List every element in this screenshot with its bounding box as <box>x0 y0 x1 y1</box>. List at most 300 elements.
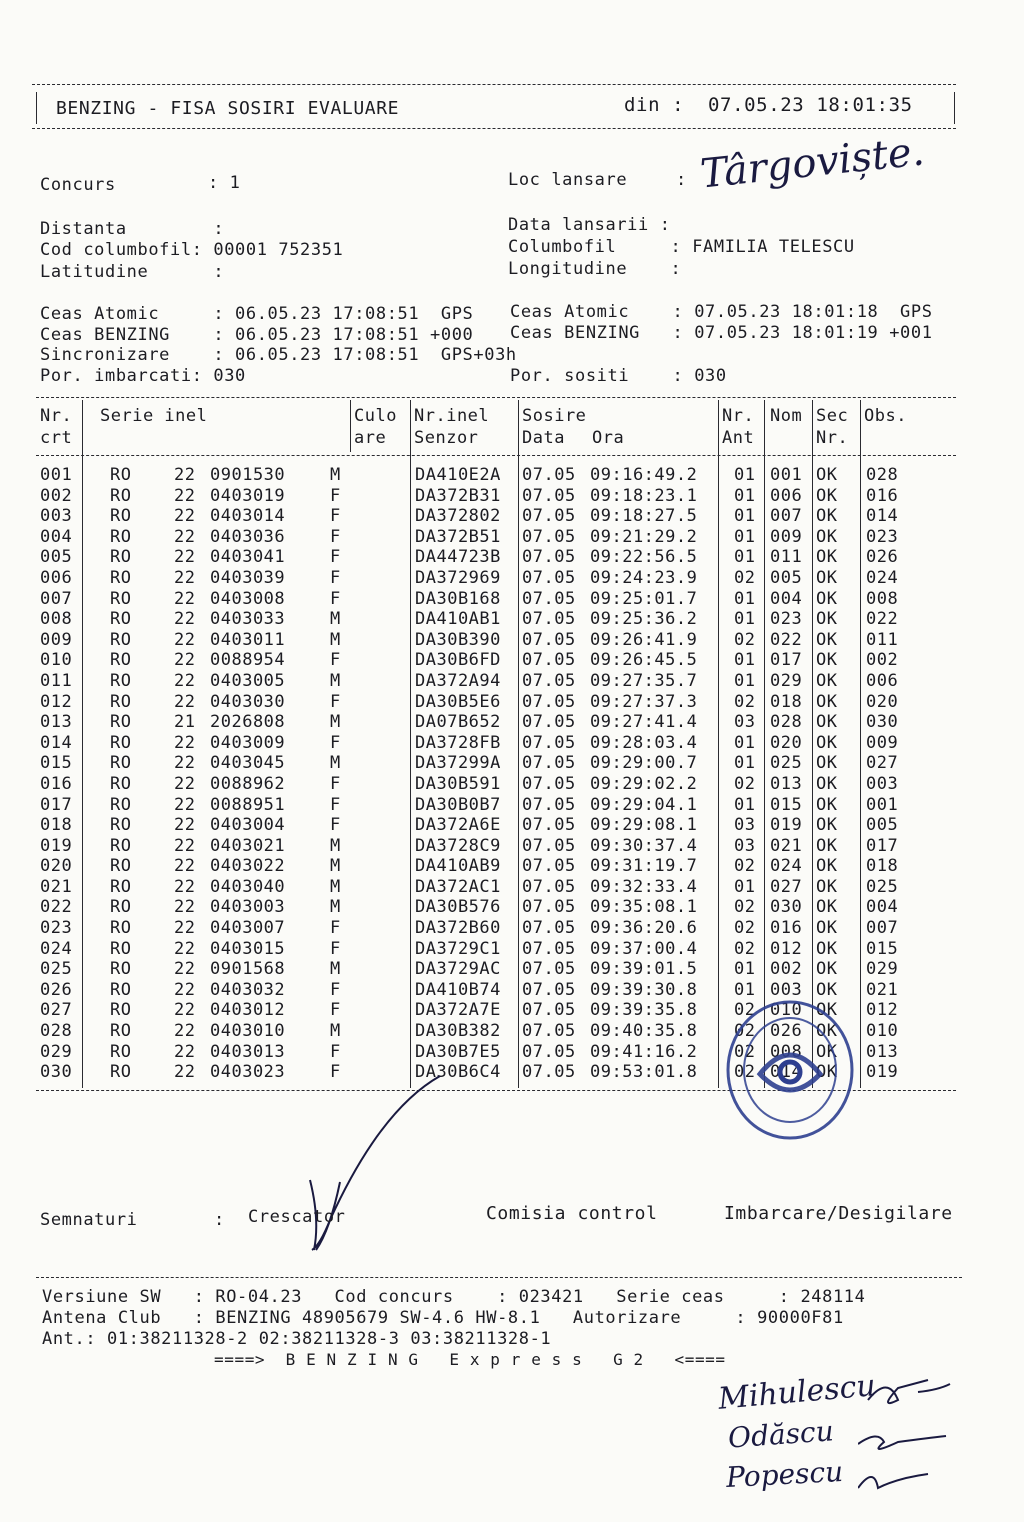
row-country: RO <box>110 691 132 712</box>
row-nom: 011 <box>770 547 803 568</box>
row-sensor: DA372B51 <box>415 526 501 547</box>
row-year: 22 <box>174 465 196 485</box>
row-year: 22 <box>174 815 196 836</box>
table-row <box>40 939 960 960</box>
row-obs: 022 <box>866 609 899 630</box>
hdr-serie-inel: Serie inel <box>100 406 208 426</box>
concurs-value: : 1 <box>208 173 241 193</box>
row-country: RO <box>110 670 132 691</box>
row-obs: 013 <box>866 1041 899 1062</box>
table-header-rule <box>36 455 956 456</box>
row-year: 22 <box>174 670 196 691</box>
row-sex: M <box>330 465 341 485</box>
row-ant: 01 <box>734 485 756 506</box>
row-obs: 023 <box>866 526 899 547</box>
handwritten-initials <box>858 1370 968 1500</box>
row-ant: 01 <box>734 609 756 630</box>
footer-express: ====> B E N Z I N G E x p r e s s G 2 <==== <box>214 1350 726 1369</box>
row-nr: 013 <box>40 712 73 733</box>
row-sec: OK <box>816 1000 838 1021</box>
row-date: 07.05 <box>522 815 576 836</box>
row-sex: F <box>330 732 341 753</box>
row-ring: 0403033 <box>210 609 286 630</box>
row-nr: 027 <box>40 1000 73 1021</box>
loc-lansare-handwritten: Târgoviște. <box>698 128 927 198</box>
row-country: RO <box>110 794 132 815</box>
data-lansarii: Data lansarii : <box>508 215 671 235</box>
row-date: 07.05 <box>522 876 576 897</box>
row-obs: 001 <box>866 794 899 815</box>
row-time: 09:39:35.8 <box>590 1000 698 1021</box>
ceas-benzing-right: Ceas BENZING : 07.05.23 18:01:19 +001 <box>510 323 933 343</box>
row-sex: F <box>330 485 341 506</box>
row-ring: 0403021 <box>210 835 286 856</box>
table-row <box>40 733 960 754</box>
row-country: RO <box>110 876 132 897</box>
row-sec: OK <box>816 609 838 630</box>
row-sensor: DA3729C1 <box>415 938 501 959</box>
row-country: RO <box>110 588 132 609</box>
row-ring: 0403019 <box>210 485 286 506</box>
row-year: 22 <box>174 588 196 609</box>
row-date: 07.05 <box>522 1062 576 1083</box>
row-sensor: DA30B591 <box>415 773 501 794</box>
row-sex: M <box>330 876 341 897</box>
row-sensor: DA44723B <box>415 547 501 568</box>
row-ant: 02 <box>734 773 756 794</box>
ceas-atomic-left: Ceas Atomic : 06.05.23 17:08:51 GPS <box>40 304 474 324</box>
row-sensor: DA07B652 <box>415 712 501 733</box>
row-obs: 007 <box>866 918 899 939</box>
row-obs: 008 <box>866 588 899 609</box>
row-country: RO <box>110 650 132 671</box>
row-sec: OK <box>816 567 838 588</box>
header-right-border <box>954 92 955 124</box>
row-obs: 002 <box>866 650 899 671</box>
row-date: 07.05 <box>522 732 576 753</box>
row-time: 09:29:02.2 <box>590 773 698 794</box>
row-year: 22 <box>174 835 196 856</box>
row-nom: 027 <box>770 876 803 897</box>
row-sec: OK <box>816 773 838 794</box>
row-ring: 0403030 <box>210 691 286 712</box>
row-ring: 0403004 <box>210 815 286 836</box>
row-year: 22 <box>174 732 196 753</box>
row-sex: F <box>330 526 341 547</box>
table-row <box>40 547 960 568</box>
row-nr: 014 <box>40 732 73 753</box>
row-time: 09:22:56.5 <box>590 547 698 568</box>
row-country: RO <box>110 918 132 939</box>
row-nom: 023 <box>770 609 803 630</box>
row-time: 09:25:36.2 <box>590 609 698 630</box>
row-nom: 015 <box>770 794 803 815</box>
row-country: RO <box>110 506 132 527</box>
row-ring: 0901568 <box>210 959 286 980</box>
row-ring: 0088954 <box>210 650 286 671</box>
table-row <box>40 671 960 692</box>
row-nr: 016 <box>40 773 73 794</box>
row-time: 09:29:04.1 <box>590 794 698 815</box>
row-ring: 0088962 <box>210 773 286 794</box>
row-time: 09:27:35.7 <box>590 670 698 691</box>
row-sex: F <box>330 815 341 836</box>
row-obs: 014 <box>866 506 899 527</box>
row-sensor: DA30B6FD <box>415 650 501 671</box>
row-ring: 0403009 <box>210 732 286 753</box>
row-ant: 01 <box>734 650 756 671</box>
row-ant: 01 <box>734 732 756 753</box>
handwritten-name-1: Mihulescu <box>716 1368 878 1417</box>
row-date: 07.05 <box>522 526 576 547</box>
row-time: 09:26:45.5 <box>590 650 698 671</box>
row-sensor: DA3729AC <box>415 959 501 980</box>
row-ant: 01 <box>734 588 756 609</box>
table-row <box>40 774 960 795</box>
row-sensor: DA30B6C4 <box>415 1062 501 1083</box>
table-row <box>40 568 960 589</box>
table-row <box>40 836 960 857</box>
row-sex: F <box>330 1000 341 1021</box>
row-nom: 019 <box>770 815 803 836</box>
row-time: 09:39:30.8 <box>590 979 698 1000</box>
row-ant: 01 <box>734 959 756 980</box>
table-row <box>40 486 960 507</box>
comisia-control-label: Comisia control <box>486 1203 658 1224</box>
row-date: 07.05 <box>522 897 576 918</box>
row-nr: 021 <box>40 876 73 897</box>
row-obs: 004 <box>866 897 899 918</box>
row-ant: 02 <box>734 938 756 959</box>
row-sec: OK <box>816 959 838 980</box>
row-sex: F <box>330 773 341 794</box>
row-time: 09:27:41.4 <box>590 712 698 733</box>
row-nom: 006 <box>770 485 803 506</box>
row-obs: 029 <box>866 959 899 980</box>
table-row <box>40 795 960 816</box>
row-year: 22 <box>174 773 196 794</box>
row-ring: 0403008 <box>210 588 286 609</box>
row-ant: 02 <box>734 1000 756 1021</box>
row-sec: OK <box>816 732 838 753</box>
loc-lansare-label: Loc lansare <box>508 170 628 190</box>
footer-ant: Ant.: 01:38211328-2 02:38211328-3 03:38211328-1 <box>42 1329 552 1349</box>
row-country: RO <box>110 897 132 918</box>
signatures-label: Semnaturi <box>40 1210 138 1230</box>
row-sensor: DA37299A <box>415 753 501 774</box>
row-nom: 012 <box>770 938 803 959</box>
row-sec: OK <box>816 815 838 836</box>
ceas-benzing-left: Ceas BENZING : 06.05.23 17:08:51 +000 <box>40 325 474 345</box>
row-sex: M <box>330 609 341 630</box>
table-row <box>40 897 960 918</box>
row-sex: M <box>330 712 341 733</box>
footer-antena: Antena Club : BENZING 48905679 SW-4.6 HW-8.1 Autorizare : 90000F81 <box>42 1308 844 1328</box>
row-sensor: DA30B168 <box>415 588 501 609</box>
table-row <box>40 959 960 980</box>
header-top-rule <box>32 84 956 85</box>
row-nom: 014 <box>770 1062 803 1083</box>
row-ant: 01 <box>734 506 756 527</box>
row-sex: F <box>330 506 341 527</box>
row-year: 22 <box>174 567 196 588</box>
row-sensor: DA410AB1 <box>415 609 501 630</box>
signature-scribble <box>290 1070 450 1260</box>
row-ant: 01 <box>734 876 756 897</box>
row-nr: 019 <box>40 835 73 856</box>
row-country: RO <box>110 835 132 856</box>
row-year: 22 <box>174 1021 196 1042</box>
row-country: RO <box>110 856 132 877</box>
row-ring: 0403040 <box>210 876 286 897</box>
row-date: 07.05 <box>522 547 576 568</box>
row-ring: 0403015 <box>210 938 286 959</box>
row-ring: 0403039 <box>210 567 286 588</box>
row-obs: 016 <box>866 485 899 506</box>
row-obs: 028 <box>866 465 899 485</box>
row-nom: 013 <box>770 773 803 794</box>
row-sec: OK <box>816 753 838 774</box>
row-nr: 006 <box>40 567 73 588</box>
row-sec: OK <box>816 1062 838 1083</box>
row-nom: 021 <box>770 835 803 856</box>
row-ant: 03 <box>734 815 756 836</box>
row-nr: 004 <box>40 526 73 547</box>
row-nr: 005 <box>40 547 73 568</box>
row-sensor: DA372B31 <box>415 485 501 506</box>
row-nom: 007 <box>770 506 803 527</box>
table-row <box>40 609 960 630</box>
row-country: RO <box>110 1041 132 1062</box>
row-date: 07.05 <box>522 465 576 485</box>
row-date: 07.05 <box>522 1021 576 1042</box>
row-sex: M <box>330 629 341 650</box>
row-sec: OK <box>816 485 838 506</box>
row-country: RO <box>110 629 132 650</box>
row-ant: 02 <box>734 856 756 877</box>
row-ant: 01 <box>734 526 756 547</box>
ceas-atomic-right: Ceas Atomic : 07.05.23 18:01:18 GPS <box>510 302 933 322</box>
row-sensor: DA30B0B7 <box>415 794 501 815</box>
cod-columbofil: Cod columbofil: 00001 752351 <box>40 240 344 260</box>
row-ring: 0403036 <box>210 526 286 547</box>
row-country: RO <box>110 815 132 836</box>
row-country: RO <box>110 753 132 774</box>
row-nom: 008 <box>770 1041 803 1062</box>
row-ant: 02 <box>734 691 756 712</box>
row-sensor: DA410B74 <box>415 979 501 1000</box>
row-year: 22 <box>174 526 196 547</box>
header-left-border <box>36 92 37 124</box>
row-country: RO <box>110 465 132 485</box>
row-nom: 010 <box>770 1000 803 1021</box>
row-ant: 02 <box>734 918 756 939</box>
row-sex: F <box>330 918 341 939</box>
row-sec: OK <box>816 650 838 671</box>
row-ant: 02 <box>734 897 756 918</box>
row-obs: 005 <box>866 815 899 836</box>
row-sex: M <box>330 753 341 774</box>
row-country: RO <box>110 959 132 980</box>
por-imbarcati: Por. imbarcati: 030 <box>40 366 246 386</box>
row-ant: 02 <box>734 1041 756 1062</box>
row-sec: OK <box>816 670 838 691</box>
row-nr: 018 <box>40 815 73 836</box>
handwritten-name-3: Popescu <box>725 1454 844 1495</box>
row-ant: 01 <box>734 979 756 1000</box>
row-year: 22 <box>174 691 196 712</box>
row-nom: 016 <box>770 918 803 939</box>
handwritten-name-2: Odăscu <box>726 1414 835 1455</box>
row-country: RO <box>110 547 132 568</box>
row-country: RO <box>110 979 132 1000</box>
row-nr: 003 <box>40 506 73 527</box>
row-date: 07.05 <box>522 794 576 815</box>
row-date: 07.05 <box>522 567 576 588</box>
row-sec: OK <box>816 712 838 733</box>
hdr-nr-inel: Nr.inel <box>414 406 490 426</box>
por-sositi: Por. sositi : 030 <box>510 366 727 386</box>
table-row <box>40 692 960 713</box>
row-time: 09:32:33.4 <box>590 876 698 897</box>
row-time: 09:18:23.1 <box>590 485 698 506</box>
row-sec: OK <box>816 691 838 712</box>
row-time: 09:37:00.4 <box>590 938 698 959</box>
row-country: RO <box>110 1021 132 1042</box>
row-nr: 023 <box>40 918 73 939</box>
row-sensor: DA372969 <box>415 567 501 588</box>
row-nr: 009 <box>40 629 73 650</box>
row-year: 22 <box>174 856 196 877</box>
row-country: RO <box>110 938 132 959</box>
columbofil: Columbofil : FAMILIA TELESCU <box>508 237 855 257</box>
row-sec: OK <box>816 979 838 1000</box>
row-year: 22 <box>174 897 196 918</box>
row-sensor: DA372802 <box>415 506 501 527</box>
row-sensor: DA30B382 <box>415 1021 501 1042</box>
hdr-nr: Nr. <box>40 406 73 426</box>
row-year: 22 <box>174 876 196 897</box>
row-ring: 0403007 <box>210 918 286 939</box>
row-sensor: DA372B60 <box>415 918 501 939</box>
footer-rule <box>36 1277 962 1278</box>
row-nr: 025 <box>40 959 73 980</box>
row-sex: F <box>330 588 341 609</box>
row-ring: 0403005 <box>210 670 286 691</box>
row-sex: F <box>330 794 341 815</box>
row-sex: M <box>330 670 341 691</box>
row-sex: M <box>330 1021 341 1042</box>
row-time: 09:26:41.9 <box>590 629 698 650</box>
row-nom: 002 <box>770 959 803 980</box>
row-country: RO <box>110 732 132 753</box>
row-ring: 0403023 <box>210 1062 286 1083</box>
hdr-nom: Nom <box>770 406 803 426</box>
header-bottom-rule <box>32 128 956 129</box>
row-time: 09:35:08.1 <box>590 897 698 918</box>
row-sec: OK <box>816 856 838 877</box>
row-obs: 009 <box>866 732 899 753</box>
row-obs: 006 <box>866 670 899 691</box>
row-sec: OK <box>816 588 838 609</box>
row-date: 07.05 <box>522 629 576 650</box>
table-body <box>40 465 960 1083</box>
row-year: 22 <box>174 979 196 1000</box>
row-nom: 009 <box>770 526 803 547</box>
row-country: RO <box>110 773 132 794</box>
row-date: 07.05 <box>522 506 576 527</box>
table-row <box>40 630 960 651</box>
club-stamp-seal <box>722 996 858 1146</box>
table-row <box>40 918 960 939</box>
row-sensor: DA410E2A <box>415 465 501 485</box>
row-time: 09:40:35.8 <box>590 1021 698 1042</box>
row-ring: 0403045 <box>210 753 286 774</box>
row-obs: 020 <box>866 691 899 712</box>
row-date: 07.05 <box>522 959 576 980</box>
row-year: 22 <box>174 753 196 774</box>
row-nom: 025 <box>770 753 803 774</box>
row-nom: 017 <box>770 650 803 671</box>
row-nom: 022 <box>770 629 803 650</box>
row-date: 07.05 <box>522 918 576 939</box>
row-nom: 024 <box>770 856 803 877</box>
row-ring: 0403032 <box>210 979 286 1000</box>
row-nr: 022 <box>40 897 73 918</box>
row-ring: 2026808 <box>210 712 286 733</box>
row-time: 09:36:20.6 <box>590 918 698 939</box>
hdr-ora: Ora <box>592 428 625 448</box>
row-country: RO <box>110 485 132 506</box>
row-sec: OK <box>816 876 838 897</box>
table-row <box>40 465 960 486</box>
row-time: 09:30:37.4 <box>590 835 698 856</box>
row-sensor: DA410AB9 <box>415 856 501 877</box>
row-obs: 027 <box>866 753 899 774</box>
row-date: 07.05 <box>522 979 576 1000</box>
row-ant: 02 <box>734 629 756 650</box>
row-nom: 005 <box>770 567 803 588</box>
hdr-sec: Sec <box>816 406 849 426</box>
row-year: 22 <box>174 609 196 630</box>
row-sensor: DA3728C9 <box>415 835 501 856</box>
row-nom: 029 <box>770 670 803 691</box>
row-year: 22 <box>174 794 196 815</box>
row-time: 09:29:08.1 <box>590 815 698 836</box>
row-time: 09:53:01.8 <box>590 1062 698 1083</box>
row-obs: 025 <box>866 876 899 897</box>
row-sex: M <box>330 959 341 980</box>
hdr-ant: Ant <box>722 428 755 448</box>
row-sensor: DA30B5E6 <box>415 691 501 712</box>
row-sec: OK <box>816 1021 838 1042</box>
hdr-culoare-2: are <box>354 428 387 448</box>
row-country: RO <box>110 609 132 630</box>
row-date: 07.05 <box>522 588 576 609</box>
row-sensor: DA30B7E5 <box>415 1041 501 1062</box>
row-date: 07.05 <box>522 1041 576 1062</box>
hdr-sec-nr: Nr. <box>816 428 849 448</box>
row-country: RO <box>110 567 132 588</box>
row-time: 09:39:01.5 <box>590 959 698 980</box>
row-nr: 030 <box>40 1062 73 1083</box>
row-sex: M <box>330 835 341 856</box>
row-obs: 017 <box>866 835 899 856</box>
row-ant: 02 <box>734 1062 756 1083</box>
row-sex: F <box>330 547 341 568</box>
row-date: 07.05 <box>522 753 576 774</box>
row-time: 09:21:29.2 <box>590 526 698 547</box>
